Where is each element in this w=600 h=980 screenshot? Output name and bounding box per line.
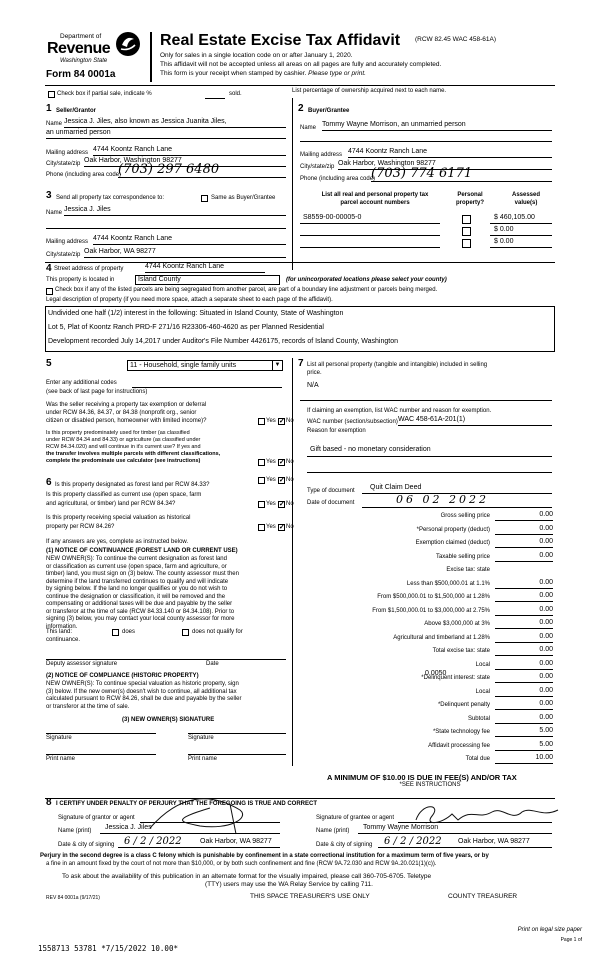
grantor-date: 6 / 2 / 2022 [124,836,182,847]
form-rcw: (RCW 82.45 WAC 458-61A) [415,36,497,43]
no-label: No [286,459,294,465]
no-label: No [286,501,294,507]
segregated-checkbox[interactable] [46,288,53,295]
same-as-buyer-checkbox[interactable] [201,195,208,202]
calc-value: 0.00 [539,578,553,586]
timber-q-line1: Is this property predominately used for timber (as classified [46,430,190,436]
exemption-no-checkbox[interactable] [278,418,285,425]
does-label: does [122,629,136,635]
calc-label: *State technology fee [432,729,490,735]
calc-value: 0.00 [539,551,553,559]
print-name-label: Print name [188,756,218,762]
seller-mail: 4744 Koontz Ranch Lane [93,146,173,153]
calc-value: 0.00 [539,713,553,721]
current-use-yes-checkbox[interactable] [258,501,265,508]
calc-label: From $1,500,000.01 to $3,000,000 at 2.75% [372,607,490,614]
calc-label: Gross selling price [440,513,490,519]
exemption-reason: Gift based - no monetary consideration [310,446,431,453]
if-yes-note: If any answers are yes, complete as instructed below. [46,539,189,545]
parcel-header-2: Personal [457,192,483,198]
section-5-number: 5 [46,358,52,369]
buyer-city: Oak Harbor, Washington 98277 [338,160,436,167]
doc-type-label: Type of document [307,488,355,494]
form-number: Form 84 0001a [46,69,116,80]
personal-property-checkbox[interactable] [462,227,471,236]
see-instructions: *SEE INSTRUCTIONS [399,782,461,788]
section-3-number: 3 [46,190,52,201]
tax-corr-label: Send all property tax correspondence to: [56,195,165,201]
deputy-date-label: Date [206,661,219,667]
timber-q-line4: the transfer involves multiple parcels with different classifications, [46,451,221,457]
continuance-line: NEW OWNER(S): To continue the current designation as forest land [46,556,227,562]
calc-line [495,723,553,724]
historic-heading: (2) NOTICE OF COMPLIANCE (HISTORIC PROPERTY) [46,673,199,679]
assessed-value: $ 0.00 [494,226,514,233]
county-select[interactable] [135,275,280,285]
header-line-2: This affidavit will not be accepted unless all areas on all pages are fully and accurately completed. [160,61,442,68]
section-1-number: 1 [46,103,52,114]
continuance-line: compensating or additional taxes will be due and payable by the seller [46,601,233,607]
calc-label: From $500,000.01 to $1,500,000 at 1.28% [377,594,490,600]
current-use-no-checkbox[interactable] [278,501,285,508]
parcel-line [300,235,440,236]
tax-corr-name: Jessica J. Jiles [64,206,111,213]
header-line-3b: Please type or print. [308,70,366,77]
historic-q-line2: property per RCW 84.26? [46,524,115,530]
assessed-line [490,247,552,248]
section-7-number: 7 [298,358,304,369]
county-treasurer-label: COUNTY TREASURER [448,893,518,900]
calc-label: Local [475,688,490,695]
timber-q-line5: complete the predominate use calculator (see instructions) [46,458,201,464]
partial-sold-label: sold. [229,91,242,97]
buyer-phone-label: Phone (including area code) [300,176,376,182]
revenue-logo-text: Revenue [47,40,111,57]
state-label: Washington State [60,58,108,64]
calc-label: Subtotal [467,715,490,722]
seller-city-label: City/state/zip [46,161,81,167]
calc-label: Affidavit processing fee [428,742,490,749]
calc-line [495,561,553,562]
continuance-line: timber) land, you must sign on (3) below. The county assessor must then [46,571,239,577]
seller-name-2: an unmarried person [46,129,111,136]
legal-line-1: Undivided one half (1/2) interest in the following: Situated in Island County, State of Washington [48,310,344,317]
reason-label: Reason for exemption [307,428,366,434]
historic-line: or transferor at the time of sale. [46,703,130,710]
calc-line [495,628,553,629]
calc-label: Excise tax: state [446,567,490,573]
local-rate: 0.0050 [425,670,447,677]
yes-label: Yes [266,524,276,530]
buyer-label: Buyer/Grantee [308,108,350,114]
county-value: Island County [138,276,181,283]
grantee-city: Oak Harbor, WA 98277 [458,838,530,845]
calc-label: *Delinquent interest: state [421,675,490,681]
seller-name-1: Jessica J. Jiles, also known as Jessica Juanita Jiles, [64,118,227,125]
calc-line [495,682,553,683]
calc-line [495,736,553,737]
calc-value: 0.00 [539,659,553,667]
new-owner-sig-heading: (3) NEW OWNER(S) SIGNATURE [122,717,215,723]
assessed-line [490,235,552,236]
current-use-q-line1: Is this property classified as current use (open space, farm [46,492,202,498]
no-label: No [286,418,294,424]
perjury-text-1: Perjury in the second degree is a class C felony which is punishable by confinement in a state correctional institution for a maximum term of five years, or by [40,853,489,859]
dept-label: Department of [60,33,102,40]
print-legal-note: Print on legal size paper [517,927,582,933]
buyer-name-1: Tommy Wayne Morrison, an unmarried person [322,121,466,128]
yes-label: Yes [266,477,276,483]
historic-line: NEW OWNER(S): To continue special valuation as historic property, sign [46,681,239,687]
minimum-due-note: A MINIMUM OF $10.00 IS DUE IN FEE(S) AND/OR TAX [327,773,517,782]
parcel-header-3: Assessed [511,192,541,198]
calc-value: 0.00 [539,673,553,680]
calc-label: Exemption claimed (deduct) [415,540,490,546]
continuance-line: determine if the land transferred continues to qualify and will indicate [46,578,229,585]
parcel-line [300,247,440,248]
street-address: 4744 Koontz Ranch Lane [145,263,225,270]
section-8-number: 8 [46,797,52,808]
calc-label: *Personal property (deduct) [416,526,490,533]
assessed-line [490,223,552,224]
does-not-qualify-checkbox[interactable] [182,629,189,636]
personal-property-value: N/A [307,382,319,389]
exemption-q-line3: citizen or disabled person, homeowner with limited income)? [46,418,207,424]
personal-property-label-2: price. [307,370,322,376]
calc-line [495,547,553,548]
certify-label: I CERTIFY UNDER PENALTY OF PERJURY THAT THE FOREGOING IS TRUE AND CORRECT [56,801,318,807]
historic-line: (3) below. If the new owner(s) doesn't wish to continue, all additional tax [46,688,237,695]
grantee-name: Tommy Wayne Morrison [363,824,439,831]
calc-value: 5.00 [539,740,553,748]
deputy-sig-label: Deputy assessor signature [46,661,118,667]
does-qualify-checkbox[interactable] [112,629,119,636]
print-name-label: Print name [46,756,76,762]
calc-value: 0.00 [539,646,553,653]
signature-label: Signature [188,735,214,741]
tax-corr-city: Oak Harbor, WA 98277 [84,248,156,255]
calc-value: 10.00 [535,754,553,761]
grantee-sig-label: Signature of grantee or agent [316,815,395,821]
calc-line [495,709,553,710]
partial-sale-label: Check box if partial sale, indicate % [57,91,152,97]
seller-label: Seller/Grantor [56,108,97,114]
signature-label: Signature [46,735,72,741]
buyer-city-label: City/state/zip [300,164,335,170]
continuance-label: continuance. [46,637,81,643]
calc-value: 0.00 [539,511,553,518]
parcel-header-2b: property? [455,200,484,206]
calc-value: 0.00 [539,524,553,532]
legal-line-2: Lot 5, Plat of Koontz Ranch PRD-F 271/16 R23306-460-4620 as per Planned Residential [48,324,324,331]
no-label: No [286,524,294,530]
section-2-number: 2 [298,103,304,114]
tty-note: (TTY) users may use the WA Relay Service by calling 711. [205,881,373,888]
calc-label: Less than $500,000.01 at 1.1% [406,580,490,587]
exemption-instruction: If claiming an exemption, list WAC number and reason for exemption. [307,408,492,414]
historic-no-checkbox[interactable] [278,524,285,531]
assessed-value: $ 460,105.00 [494,214,535,221]
calc-label: Total due [465,756,490,762]
revenue-logo-icon [113,30,143,58]
street-label: Street address of property [54,266,124,272]
timber-yes-checkbox[interactable] [258,459,265,466]
chevron-down-icon[interactable]: ▼ [272,361,282,370]
grantee-date-label: Date & city of signing [316,842,373,848]
partial-sale-checkbox[interactable] [48,91,55,98]
segregated-label: Check box if any of the listed parcels are being segregated from another parcel, are part of a boundary line adjustment or parcels being merged. [55,287,438,293]
yes-label: Yes [266,501,276,507]
calc-label: Local [475,661,490,668]
calc-line [495,520,553,521]
forest-q: Is this property designated as forest land per RCW 84.33? [55,482,210,488]
county-note: (for unincorporated locations please select your county) [286,277,447,283]
doc-date-label: Date of document [307,500,355,506]
forest-no-checkbox[interactable] [278,477,285,484]
same-as-buyer-label: Same as Buyer/Grantee [211,195,276,201]
form-title: Real Estate Excise Tax Affidavit [160,32,401,49]
calc-value: 0.00 [539,686,553,694]
grantee-date: 6 / 2 / 2022 [384,836,442,847]
continuance-line: or transferor at the time of sale (RCW 84.33.140 or 84.34.108). Prior to [46,608,235,615]
tax-corr-name-label: Name [46,210,63,216]
exemption-q-line1: Was the seller receiving a property tax exemption or deferral [46,402,207,408]
seller-phone: (703) 297 6480 [118,162,220,177]
grantor-date-label: Date & city of signing [58,842,115,848]
additional-codes-label: Enter any additional codes [46,380,117,386]
calc-line [495,655,553,656]
buyer-mail-label: Mailing address [300,152,343,158]
historic-line: calculated pursuant to RCW 84.26, shall be due and payable by the seller [46,696,242,702]
county-label: This property is located in [46,277,115,283]
seller-mail-label: Mailing address [46,150,89,156]
grantor-sig-label: Signature of grantor or agent [58,815,135,821]
current-use-q-line2: and agricultural, or timber) land per RCW 84.34? [46,501,176,507]
land-use-value: 11 - Household, single family units [130,362,237,369]
parcel-account: S8559-00-00005-0 [303,214,362,221]
does-not-label: does not qualify for [192,629,243,635]
timber-no-checkbox[interactable] [278,459,285,466]
parcel-header-1b: parcel account numbers [340,200,410,206]
no-label: No [286,477,294,483]
tax-corr-mail-label: Mailing address [46,239,89,245]
perjury-text-2: a fine in an amount fixed by the court of not more than $10,000, or by both such confinement and fine (RCW 9A.72.030 and RCW 9A.20.021(1)(c)). [46,861,437,867]
calc-label: Agricultural and timberland at 1.28% [393,634,490,641]
doc-type: Quit Claim Deed [370,484,422,491]
buyer-name-label: Name [300,125,317,131]
parcel-line [300,223,440,224]
calc-value: 5.00 [539,727,553,734]
continuance-line: or classification as current use (open space, farm and agriculture, or [46,563,227,570]
personal-property-checkbox[interactable] [462,239,471,248]
grantee-name-label: Name (print) [316,828,350,834]
grantor-name-label: Name (print) [58,828,92,834]
calc-label: Total excise tax: state [432,648,490,654]
calc-line [495,601,553,602]
personal-property-label: List all personal property (tangible and intangible) included in selling [307,362,488,368]
timber-q-line3: RCW 84.34.020) and will continue in it's current use? If yes and [46,444,201,450]
page-of: Page 1 of [560,937,582,943]
yes-label: Yes [266,418,276,424]
wac-label: WAC number (section/subsection) [307,419,398,425]
additional-codes-note: (see back of last page for instructions) [46,389,148,395]
legal-desc-label: Legal description of property (if you need more space, attach a separate sheet to each page of the affidavit). [46,297,333,303]
calc-line [495,615,553,616]
timber-q-line2: under RCW 84.34 and 84.33) or agriculture (as classified under [46,437,201,443]
this-land-label: This land: [46,629,73,635]
continuance-heading: (1) NOTICE OF CONTINUANCE (FOREST LAND OR CURRENT USE) [46,548,238,554]
revision-label: REV 84 0001a (9/17/21) [46,895,100,901]
grantor-name: Jessica J. Jiles [105,824,152,831]
calc-value: 0.00 [539,700,553,707]
land-use-select[interactable] [127,360,283,371]
header-line-3: This form is your receipt when stamped by cashier. [160,70,307,77]
calc-value: 0.00 [539,592,553,599]
parcel-header-1: List all real and personal property tax [321,192,429,198]
grantor-city: Oak Harbor, WA 98277 [200,838,272,845]
forest-yes-checkbox[interactable] [258,477,265,484]
header-rule [150,32,152,82]
calc-line [495,763,553,764]
calc-line [495,588,553,589]
assessed-value: $ 0.00 [494,238,514,245]
calc-line [495,642,553,643]
continuance-line: information. [46,623,78,630]
exemption-yes-checkbox[interactable] [258,418,265,425]
calc-line [495,696,553,697]
header-line-1: Only for sales in a single location code on or after January 1, 2020. [160,52,353,59]
legal-line-3: Development recorded July 14,2017 under Auditor's File Number 4426175, records of Island County, Washington [48,338,398,345]
historic-yes-checkbox[interactable] [258,524,265,531]
historic-q-line1: Is this property receiving special valuation as historical [46,515,191,521]
buyer-mail: 4744 Koontz Ranch Lane [348,148,428,155]
buyer-phone: (703) 774 6171 [371,166,473,181]
calc-value: 0.00 [539,619,553,626]
parcel-header-3b: value(s) [514,200,538,206]
calc-value: 0.00 [539,538,553,545]
calc-line [495,669,553,670]
accessibility-note: To ask about the availability of this publication in an alternate format for the visually impaired, please call 360-705-6705. Teletype [62,873,432,880]
seller-phone-label: Phone (including area code) [46,172,122,178]
calc-line [495,750,553,751]
calc-value: 0.00 [539,632,553,640]
continuance-line: signing (3) below, you may contact your local county assessor for more [46,616,235,622]
wac-number: WAC 458-61A-201(1) [398,416,466,423]
calc-label: *Delinquent penalty [437,702,490,708]
doc-date: 06 02 2022 [396,493,489,506]
continuance-line: continue the designation or classification, it will be removed and the [46,593,226,600]
calc-label: Above $3,000,000 at 3% [424,621,490,627]
exemption-q-line2: under RCW 84.36, 84.37, or 84.38 (nonprofit org., senior [46,410,197,416]
section-6-number: 6 [46,477,52,488]
section-4-number: 4 [46,263,52,274]
recording-stamp: 1558713 53781 *7/15/2022 10.00* [38,944,178,953]
yes-label: Yes [266,459,276,465]
seller-name-label: Name [46,121,63,127]
calc-value: 0.00 [539,605,553,613]
tax-corr-mail: 4744 Koontz Ranch Lane [93,235,173,242]
ownership-note: List percentage of ownership acquired next to each name. [292,88,447,94]
seller-city: Oak Harbor, Washington 98277 [84,157,182,164]
calc-line [495,534,553,535]
personal-property-checkbox[interactable] [462,215,471,224]
tax-corr-city-label: City/state/zip [46,252,81,258]
continuance-line: by signing below. If the land no longer qualifies or you do not wish to [46,586,228,592]
calc-label: Taxable selling price [435,553,490,560]
treasurer-use-label: THIS SPACE TREASURER'S USE ONLY [250,893,370,900]
